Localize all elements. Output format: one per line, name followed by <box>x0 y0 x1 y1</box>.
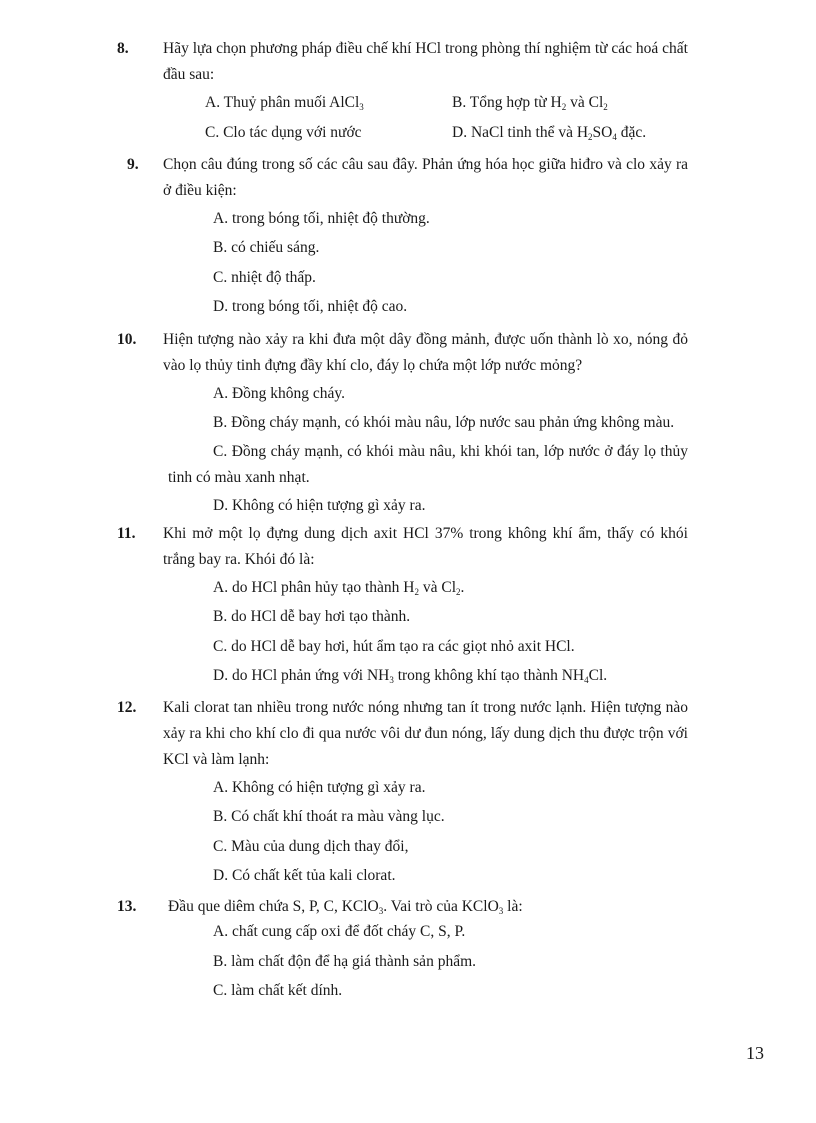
question-number: 11. <box>117 525 136 542</box>
option-b: B. có chiếu sáng. <box>213 239 320 256</box>
option-d: D. NaCl tinh thể và $H_2SO_4$ đặc. <box>452 124 647 142</box>
option-d: D. do HCl phản ứng với $NH_3$ trong không khí tạo thành $NH_4Cl$. <box>213 667 608 685</box>
question-number: 12. <box>117 699 137 716</box>
question-stem: Khi mở một lọ đựng dung dịch axit HCl 37% trong không khí ẩm, thấy có khói trắng bay ra. Khói đó là: <box>163 525 688 568</box>
question-number: 10. <box>117 331 137 348</box>
option-a: A. Thuỷ phân muối AlCl$_3$ <box>205 94 364 112</box>
option-b: B. làm chất độn để hạ giá thành sản phẩm. <box>213 953 477 970</box>
question-number: 13. <box>117 898 137 915</box>
question-number: 9. <box>127 156 139 173</box>
option-a: A. Đồng không cháy. <box>213 385 346 402</box>
option-c: C. Clo tác dụng với nước <box>205 124 362 141</box>
option-c: C. Đồng cháy mạnh, có khói màu nâu, khi khói tan, lớp nước ở đáy lọ thủy tinh có màu xanh nhạt. <box>168 443 688 486</box>
option-b: B. do HCl dễ bay hơi tạo thành. <box>213 608 411 625</box>
option-b: B. Có chất khí thoát ra màu vàng lục. <box>213 808 445 825</box>
option-c: C. Màu của dung dịch thay đổi, <box>213 838 409 855</box>
option-a: A. chất cung cấp oxi để đốt cháy C, S, P. <box>213 923 466 940</box>
option-b: B. Đồng cháy mạnh, có khói màu nâu, lớp nước sau phản ứng không màu. <box>213 414 675 431</box>
page-number: 13 <box>746 1043 764 1063</box>
option-c: C. do HCl dễ bay hơi, hút ẩm tạo ra các giọt nhỏ axit HCl. <box>213 638 575 655</box>
option-a: A. trong bóng tối, nhiệt độ thường. <box>213 210 430 227</box>
option-a: A. do HCl phân hủy tạo thành $H_2$ và $Cl_2$. <box>213 579 465 597</box>
question-stem: Hãy lựa chọn phương pháp điều chế khí HCl trong phòng thí nghiệm từ các hoá chất đầu sau: <box>163 40 688 83</box>
question-stem: Hiện tượng nào xảy ra khi đưa một dây đồng mảnh, được uốn thành lò xo, nóng đỏ vào lọ thủy tinh đựng đầy khí clo, đáy lọ chứa một lớp nước mỏng? <box>163 331 688 374</box>
option-c: C. làm chất kết dính. <box>213 982 343 999</box>
question-stem: Kali clorat tan nhiều trong nước nóng nhưng tan ít trong nước lạnh. Hiện tượng nào xảy ra khi cho khí clo đi qua nước vôi dư đun nóng, lấy dung dịch thu được trộn với KCl và làm lạnh: <box>163 699 688 768</box>
option-b: B. Tổng hợp từ $H_2$ và $Cl_2$ <box>452 94 608 112</box>
option-a: A. Không có hiện tượng gì xảy ra. <box>213 779 426 796</box>
option-d: D. Không có hiện tượng gì xảy ra. <box>213 497 426 514</box>
question-number: 8. <box>117 40 129 57</box>
option-d: D. trong bóng tối, nhiệt độ cao. <box>213 298 408 315</box>
question-stem: Đầu que diêm chứa S, P, C, KClO$_3$. Vai trò của KClO$_3$ là: <box>168 898 523 916</box>
question-stem: Chọn câu đúng trong số các câu sau đây. Phản ứng hóa học giữa hiđro và clo xảy ra ở điều kiện: <box>163 156 688 199</box>
option-c: C. nhiệt độ thấp. <box>213 269 316 286</box>
option-d: D. Có chất kết tủa kali clorat. <box>213 867 396 884</box>
